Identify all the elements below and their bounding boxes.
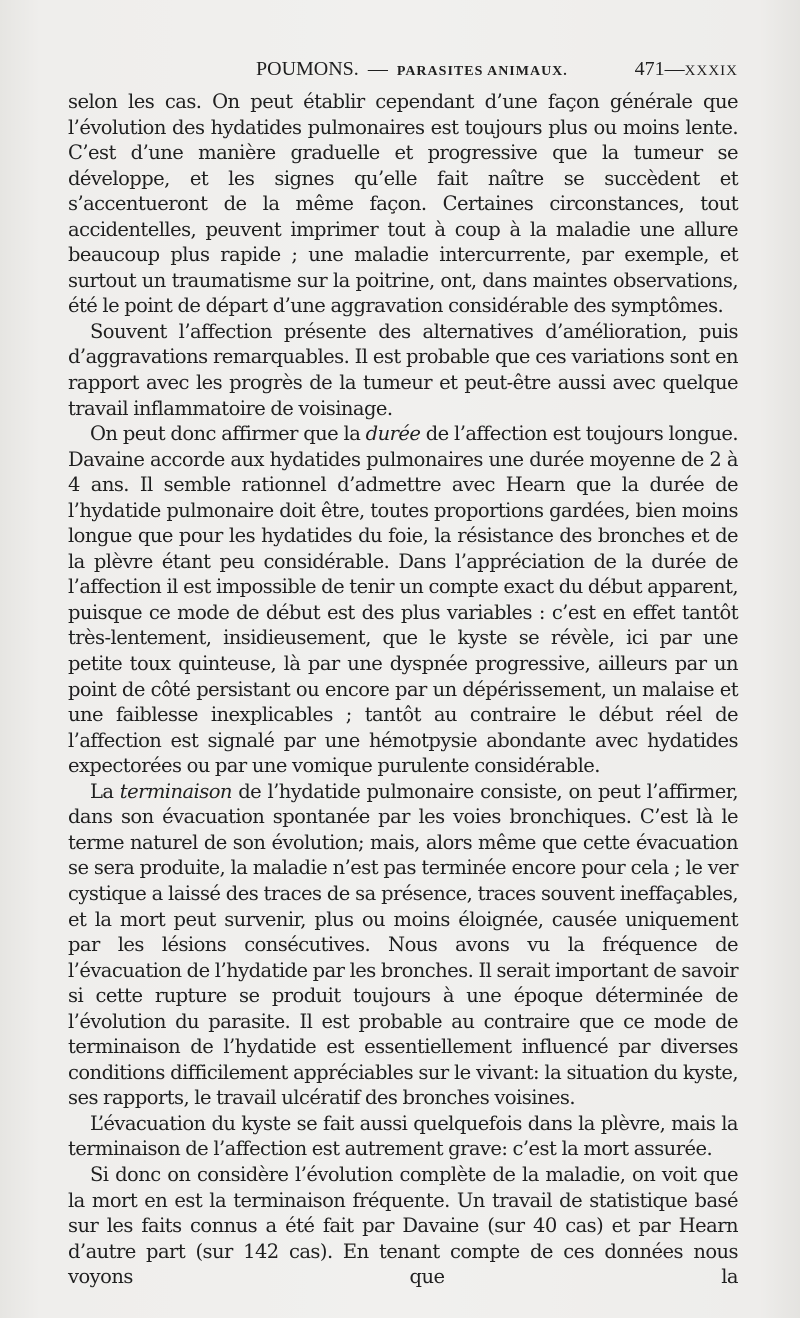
page-number-roman: XXXIX: [684, 63, 738, 79]
paragraph-4-text-b: de l’hydatide pulmonaire consiste, on peut l’affirmer, dans son évacuation spontanée par les voies bronchiques. C’est là le terme naturel de son évolution; mais, alors même que cette évacuation se sera produite, la maladie n’est pas terminée encore pour cela ; le ver cystique a laissé des traces de sa présence, traces souvent ineffaçables, et la mort peut survenir, plus ou moins éloignée, causée uniquement par les lésions consécutives. Nous avons vu la fréquence de l’évacuation de l’hydatide par les bronches. Il serait important de savoir si cette rupture se produit toujours à une époque déterminée de l’évolution du parasite. Il est probable au contraire que ce mode de terminaison de l’hydatide est essentiellement influencé par diverses conditions difficilement appréciables sur le vivant: la situation du kyste, ses rapports, le travail ulcératif des bronches voisines.: [68, 779, 738, 1110]
page-number-arabic: 471—: [634, 58, 685, 80]
paragraph-3: [68, 421, 738, 779]
paragraph-2-text: Souvent l’affection présente des alternatives d’amélioration, puis d’aggravations remarquables. Il est probable que ces variations sont en rapport avec les progrès de la tumeur et peut-être aussi avec quelque travail inflammatoire de voisinage.: [68, 319, 738, 420]
term-terminaison: terminaison: [119, 779, 232, 803]
paragraph-6-text: Si donc on considère l’évolution complète de la maladie, on voit que la mort en est la terminaison fréquente. Un travail de statistique basé sur les faits connus a été fait par Davaine (sur 40 cas) et par Hearn d’autre part (sur 142 cas). En tenant compte de ces données nous voyons que la: [68, 1162, 738, 1289]
running-title-subtitle: PARASITES ANIMAUX.: [396, 64, 568, 79]
paragraph-3-text-b: de l’affection est toujours longue. Davaine accorde aux hydatides pulmonaires une durée moyenne de 2 à 4 ans. Il semble rationnel d’admettre avec Hearn que la durée de l’hydatide pulmonaire doit être, toutes proportions gardées, bien moins longue que pour les hydatides du foie, la résistance des bronches et de la plèvre étant peu considérable. Dans l’appréciation de la durée de l’affection il est impossible de tenir un compte exact du début apparent, puisque ce mode de début est des plus variables : c’est en effet tantôt très-lentement, insidieusement, que le kyste se révèle, ici par une petite toux quinteuse, là par une dyspnée progressive, ailleurs par un point de côté persistant ou encore par un dépérissement, un malaise et une faiblesse inexplicables ; tantôt au contraire le début réel de l’affection est signalé par une hémotpysie abondante avec hydatides expectorées ou par une vomique purulente considérable.: [68, 422, 738, 778]
running-title-main: POUMONS.: [256, 58, 359, 80]
running-title: [256, 58, 568, 81]
page-header: [68, 58, 738, 86]
paragraph-4-text-a: La: [90, 779, 120, 803]
paragraph-1-text: selon les cas. On peut établir cependant d’une façon générale que l’évolution des hydatides pulmonaires est toujours plus ou moins lente. C’est d’une manière graduelle et progressive que la tumeur se développe, et les signes qu’elle fait naître se succèdent et s’accentueront de la même façon. Certaines circonstances, tout accidentelles, peuvent imprimer tout à coup à la maladie une allure beaucoup plus rapide ; une maladie intercurrente, par exemple, et surtout un traumatisme sur la poitrine, ont, dans maintes observations, été le point de départ d’une aggravation considérable des symptômes.: [68, 90, 738, 318]
page-number: [635, 58, 738, 81]
title-dash: —: [367, 58, 388, 80]
paragraph-3-text-a: On peut donc affirmer que la: [90, 422, 366, 446]
paragraph-4: [68, 779, 738, 1111]
paragraph-2: [68, 319, 738, 421]
paragraph-1: [68, 89, 738, 319]
body-text: [68, 89, 738, 1290]
paragraph-5-text: L’évacuation du kyste se fait aussi quelquefois dans la plèvre, mais la terminaison de l’affection est autrement grave: c’est la mort assurée.: [68, 1111, 738, 1161]
paragraph-5: [68, 1111, 738, 1162]
paragraph-6: [68, 1162, 738, 1290]
term-duree: durée: [365, 422, 421, 446]
